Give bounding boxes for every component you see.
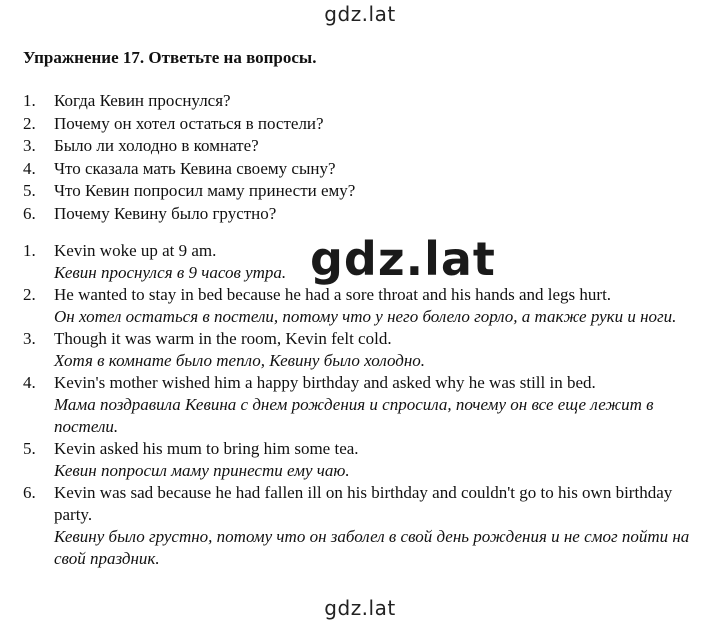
watermark-bottom: gdz.lat bbox=[324, 596, 396, 620]
question-text: Почему Кевину было грустно? bbox=[54, 203, 277, 223]
answer-russian: Мама поздравила Кевина с днем рождения и спросила, почему он все еще лежит в постели. bbox=[54, 395, 654, 436]
question-item bbox=[23, 158, 355, 181]
questions-list bbox=[23, 90, 355, 225]
question-text: Почему он хотел остаться в постели? bbox=[54, 113, 324, 133]
answer-english: He wanted to stay in bed because he had a sore throat and his hands and legs hurt. bbox=[54, 285, 612, 304]
answer-item bbox=[23, 328, 693, 372]
answer-russian: Он хотел остаться в постели, потому что у него болело горло, а также руки и ноги. bbox=[54, 307, 677, 326]
question-number: 1. bbox=[23, 91, 36, 110]
question-item bbox=[23, 203, 355, 226]
question-item bbox=[23, 90, 355, 113]
question-number: 5. bbox=[23, 181, 36, 200]
question-item bbox=[23, 113, 355, 136]
answer-russian: Хотя в комнате было тепло, Кевину было холодно. bbox=[54, 351, 426, 370]
watermark-top: gdz.lat bbox=[324, 2, 396, 26]
answer-english: Kevin's mother wished him a happy birthday and asked why he was still in bed. bbox=[54, 373, 596, 392]
answer-item bbox=[23, 438, 693, 482]
answers-list bbox=[23, 240, 693, 570]
answer-russian: Кевин попросил маму принести ему чаю. bbox=[54, 461, 350, 480]
exercise-title: Упражнение 17. Ответьте на вопросы. bbox=[23, 48, 317, 67]
answer-item bbox=[23, 482, 693, 570]
question-number: 2. bbox=[23, 113, 36, 133]
answer-russian: Кевину было грустно, потому что он заболел в свой день рождения и не смог пойти на свой праздник. bbox=[54, 527, 690, 568]
question-text: Что Кевин попросил маму принести ему? bbox=[54, 181, 356, 200]
answer-number: 4. bbox=[23, 373, 36, 392]
answer-english: Kevin asked his mum to bring him some tea. bbox=[54, 439, 359, 458]
question-item bbox=[23, 180, 355, 203]
question-text: Когда Кевин проснулся? bbox=[54, 91, 231, 110]
question-number: 3. bbox=[23, 136, 36, 155]
watermark-middle: gdz.lat bbox=[310, 232, 496, 286]
answer-number: 5. bbox=[23, 439, 36, 458]
question-text: Что сказала мать Кевина своему сыну? bbox=[54, 158, 336, 178]
question-text: Было ли холодно в комнате? bbox=[54, 136, 259, 155]
question-number: 6. bbox=[23, 203, 36, 223]
answer-english: Though it was warm in the room, Kevin felt cold. bbox=[54, 329, 392, 348]
question-number: 4. bbox=[23, 158, 36, 178]
answer-number: 1. bbox=[23, 241, 36, 260]
answer-item bbox=[23, 372, 693, 438]
answer-number: 6. bbox=[23, 483, 36, 502]
answer-number: 3. bbox=[23, 329, 36, 348]
answer-english: Kevin was sad because he had fallen ill on his birthday and couldn't go to his own birthday party. bbox=[54, 483, 673, 524]
question-item bbox=[23, 135, 355, 158]
answer-russian: Кевин проснулся в 9 часов утра. bbox=[54, 263, 287, 282]
answer-item bbox=[23, 284, 693, 328]
answer-number: 2. bbox=[23, 285, 36, 304]
answer-english: Kevin woke up at 9 am. bbox=[54, 241, 217, 260]
